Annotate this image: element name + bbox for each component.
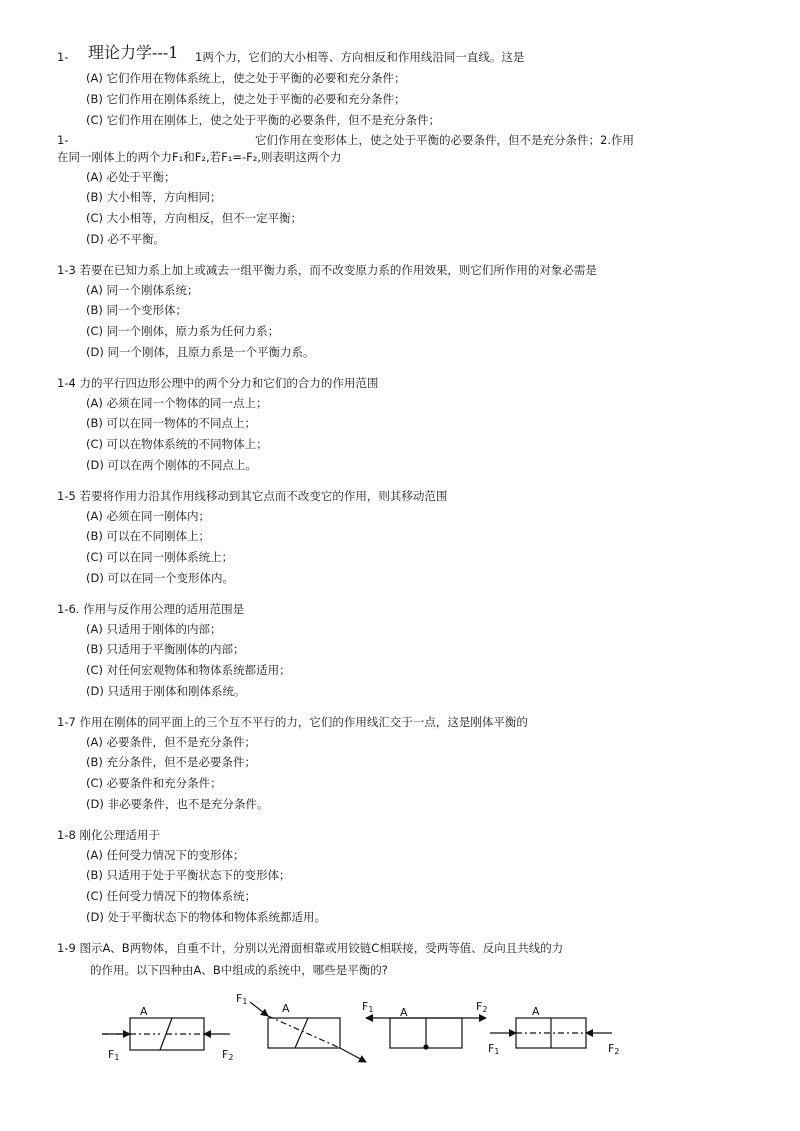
q1-8-option-a: (A) 任何受力情况下的变形体；	[86, 848, 245, 862]
diagram-4	[490, 1018, 612, 1048]
diagram-4-label-a: A	[532, 1005, 540, 1018]
q1-9-stem-line2: 的作用。以下四种由A、B中组成的系统中，哪些是平衡的?	[90, 963, 388, 977]
q1-2-line1: 它们作用在变形体上，使之处于平衡的必要条件，但不是充分条件；2.作用	[255, 133, 634, 147]
q1-8-stem: 1-8 刚化公理适用于	[57, 828, 160, 842]
diagram-4-label-f1: F1	[488, 1042, 500, 1056]
q1-6-option-b: (B) 只适用于平衡刚体的内部；	[86, 642, 245, 656]
q1-5-option-a: (A) 必须在同一刚体内；	[86, 509, 210, 523]
q1-2-line2: 在同一刚体上的两个力F₁和F₂,若F₁=-F₂,则表明这两个力	[57, 150, 342, 164]
q1-8-option-d: (D) 处于平衡状态下的物体和物体系统都适用。	[86, 910, 326, 924]
q1-7-option-d: (D) 非必要条件，也不是充分条件。	[86, 797, 269, 811]
diagram-3-label-a: A	[400, 1006, 408, 1019]
q1-3-stem: 1-3 若要在已知力系上加上或减去一组平衡力系，而不改变原力系的作用效果，则它们所作用的对象必需是	[57, 263, 597, 277]
q1-3-option-c: (C) 同一个刚体，原力系为任何力系；	[86, 324, 280, 338]
q1-4-option-b: (B) 可以在同一物体的不同点上；	[86, 416, 257, 430]
diagram-1-label-a: A	[140, 1005, 148, 1018]
document-title: 理论力学---1	[88, 43, 179, 62]
q1-6-stem: 1-6. 作用与反作用公理的适用范围是	[57, 602, 245, 616]
diagram-2-label-f1: F1	[236, 992, 248, 1006]
q1-7-option-c: (C) 必要条件和充分条件；	[86, 776, 222, 790]
diagram-1-label-f1: F1	[108, 1048, 120, 1062]
q1-1-stem: 1两个力，它们的大小相等、方向相反和作用线沿同一直线。这是	[195, 50, 525, 64]
q1-5-stem: 1-5 若要将作用力沿其作用线移动到其它点而不改变它的作用，则其移动范围	[57, 489, 448, 503]
q1-3-option-b: (B) 同一个变形体；	[86, 303, 188, 317]
q1-6-option-d: (D) 只适用于刚体和刚体系统。	[86, 684, 246, 698]
force-systems-diagram	[90, 990, 650, 1070]
q1-6-option-c: (C) 对任何宏观物体和物体系统都适用；	[86, 663, 291, 677]
diagram-3-label-f2: F2	[476, 1000, 488, 1014]
diagram-1	[102, 1018, 230, 1050]
q1-6-option-a: (A) 只适用于刚体的内部；	[86, 622, 222, 636]
q1-5-option-c: (C) 可以在同一刚体系统上；	[86, 550, 234, 564]
q1-4-option-d: (D) 可以在两个刚体的不同点上。	[86, 458, 257, 472]
q1-1-option-b: (B) 它们作用在刚体系统上，使之处于平衡的必要和充分条件；	[86, 92, 406, 106]
q1-7-stem: 1-7 作用在刚体的同平面上的三个互不平行的力，它们的作用线汇交于一点，这是刚体平衡的	[57, 715, 528, 729]
q1-3-option-a: (A) 同一个刚体系统；	[86, 283, 199, 297]
q1-1-option-c: (C) 它们作用在刚体上，使之处于平衡的必要条件，但不是充分条件；	[86, 113, 441, 127]
q1-8-option-c: (C) 任何受力情况下的物体系统；	[86, 889, 257, 903]
q1-2-option-c: (C) 大小相等，方向相反，但不一定平衡；	[86, 211, 303, 225]
q1-2-option-a: (A) 必处于平衡；	[86, 170, 176, 184]
q1-4-option-a: (A) 必须在同一个物体的同一点上；	[86, 396, 268, 410]
q1-2-option-b: (B) 大小相等，方向相同；	[86, 190, 222, 204]
diagram-2	[250, 1002, 366, 1062]
q1-4-stem: 1-4 力的平行四边形公理中的两个分力和它们的合力的作用范围	[57, 376, 379, 390]
q1-5-option-d: (D) 可以在同一个变形体内。	[86, 571, 234, 585]
diagram-3-label-f1: F1	[362, 1000, 374, 1014]
q1-1-prefix: 1-	[57, 50, 69, 64]
q1-4-option-c: (C) 可以在物体系统的不同物体上；	[86, 437, 268, 451]
q1-1-option-a: (A) 它们作用在物体系统上，使之处于平衡的必要和充分条件；	[86, 71, 406, 85]
q1-2-prefix: 1-	[57, 133, 69, 147]
q1-7-option-b: (B) 充分条件，但不是必要条件；	[86, 755, 257, 769]
q1-2-option-d: (D) 必不平衡。	[86, 232, 165, 246]
diagram-3	[366, 1018, 486, 1049]
q1-7-option-a: (A) 必要条件，但不是充分条件；	[86, 735, 256, 749]
q1-5-option-b: (B) 可以在不同刚体上；	[86, 529, 211, 543]
diagram-4-label-f2: F2	[608, 1042, 620, 1056]
q1-8-option-b: (B) 只适用于处于平衡状态下的变形体；	[86, 868, 291, 882]
q1-3-option-d: (D) 同一个刚体，且原力系是一个平衡力系。	[86, 345, 315, 359]
diagram-1-label-f2: F2	[222, 1048, 234, 1062]
diagram-2-label-a: A	[282, 1002, 290, 1015]
q1-9-stem-line1: 1-9 图示A、B两物体，自重不计，分别以光滑面相靠或用铰链C相联接，受两等值、反向且共线的力	[57, 941, 564, 955]
